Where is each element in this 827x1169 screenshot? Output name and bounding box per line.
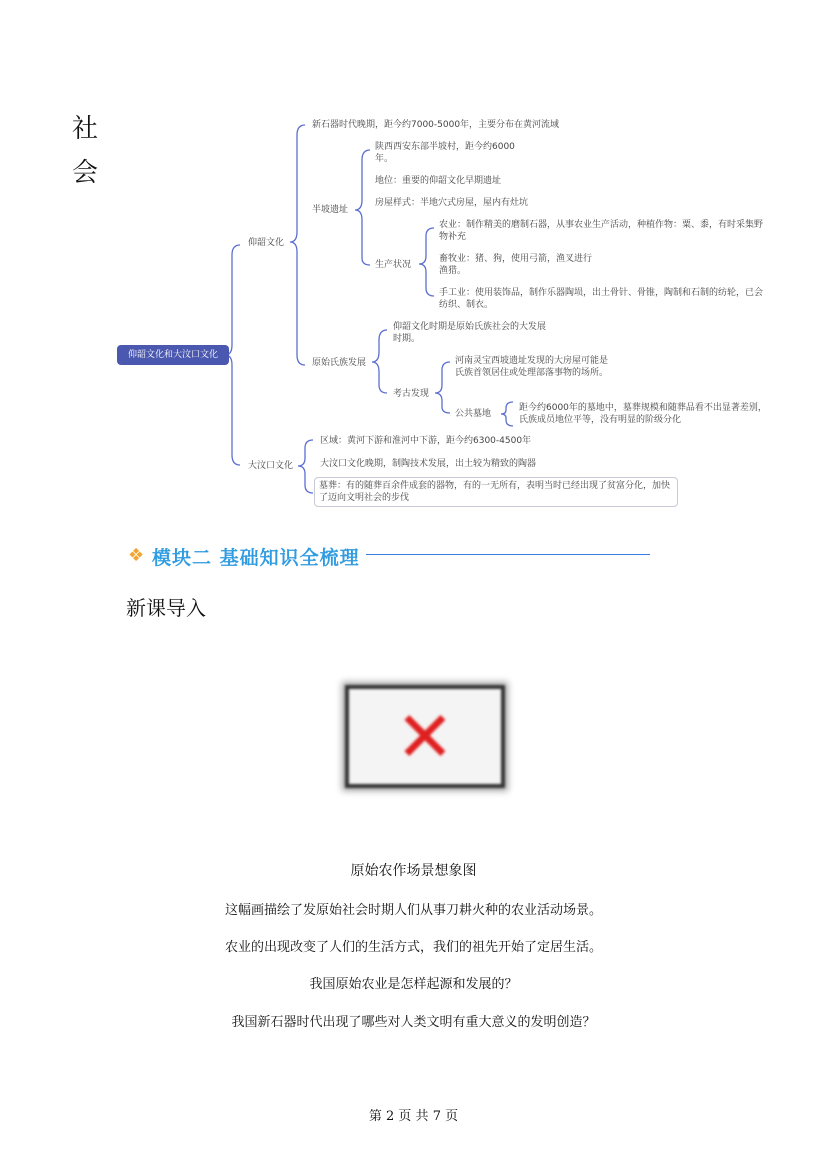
node-banpo: 半坡遗址 (312, 205, 349, 215)
section-title: 新课导入 (126, 596, 206, 620)
module-title: 模块二 基础知识全梳理 (152, 547, 360, 569)
diamond-arrow-icon: ❖ (128, 545, 145, 566)
node-dawenkou-late: 大汶口文化晚期，制陶技术发展，出土较为精致的陶器 (320, 459, 537, 469)
node-archaeology-desc: 河南灵宝西坡遗址发现的大房屋可能是氏族首领居住或处理部落事物的场所。 (455, 356, 609, 378)
page-footer: 第 2 页 共 7 页 (368, 1109, 459, 1124)
image-caption: 原始农作场景想象图 (350, 863, 477, 879)
node-clan: 原始氏族发展 (312, 358, 367, 368)
node-banpo-house: 房屋样式：半地穴式房屋，屋内有灶坑 (375, 198, 529, 208)
node-production: 生产状况 (375, 260, 412, 270)
side-label-char-2: 会 (72, 158, 99, 188)
paragraph-3: 我国原始农业是怎样起源和发展的？ (309, 977, 518, 992)
paragraph-1: 这幅画描绘了发原始社会时期人们从事刀耕火种的农业活动场景。 (224, 903, 602, 918)
node-dawenkou: 大汶口文化 (248, 461, 294, 471)
node-banpo-location: 陕西西安东部半坡村，距今约6000年。 (375, 142, 515, 164)
paragraph-4: 我国新石器时代出现了哪些对人类文明有重大意义的发明创造？ (231, 1015, 596, 1030)
node-dawenkou-region: 区域：黄河下游和淮河中下游，距今约6300-4500年 (320, 436, 532, 446)
module-divider (366, 554, 650, 555)
node-archaeology: 考古发现 (393, 389, 430, 399)
broken-image-icon: ✕ (395, 695, 455, 778)
node-yangshao: 仰韶文化 (248, 238, 285, 248)
node-cemetery-desc: 距今约6000年的墓地中，墓葬规模和随葬品看不出显著差别，氏族成员地位平等，没有明显的阶级分化 (519, 403, 767, 425)
node-agriculture: 农业：制作精美的磨制石器，从事农业生产活动，种植作物：粟、黍，有时采集野物补充 (439, 220, 764, 242)
node-banpo-status: 地位：重要的仰韶文化早期遗址 (375, 176, 502, 186)
node-livestock: 畜牧业：猪、狗，使用弓箭，渔叉进行渔猎。 (439, 254, 593, 276)
node-clan-desc: 仰韶文化时期是原始氏族社会的大发展时期。 (393, 322, 547, 344)
node-dawenkou-tombs: 墓葬：有的随葬百余件成套的器物，有的一无所有，表明当时已经出现了贫富分化，加快了迈向文明社会的步伐 (314, 477, 678, 507)
mindmap-root-node: 仰韶文化和大汶口文化 (117, 345, 229, 365)
node-cemetery: 公共墓地 (455, 409, 492, 419)
side-label-char-1: 社 (72, 114, 99, 144)
node-yangshao-time: 新石器时代晚期，距今约7000-5000年，主要分布在黄河流域 (312, 120, 560, 130)
node-handicraft: 手工业：使用装饰品，制作乐器陶埙，出土骨针、骨锥，陶制和石制的纺轮，已会纺织、制衣。 (439, 288, 764, 310)
broken-image (345, 685, 505, 788)
paragraph-2: 农业的出现改变了人们的生活方式，我们的祖先开始了定居生活。 (224, 940, 602, 955)
